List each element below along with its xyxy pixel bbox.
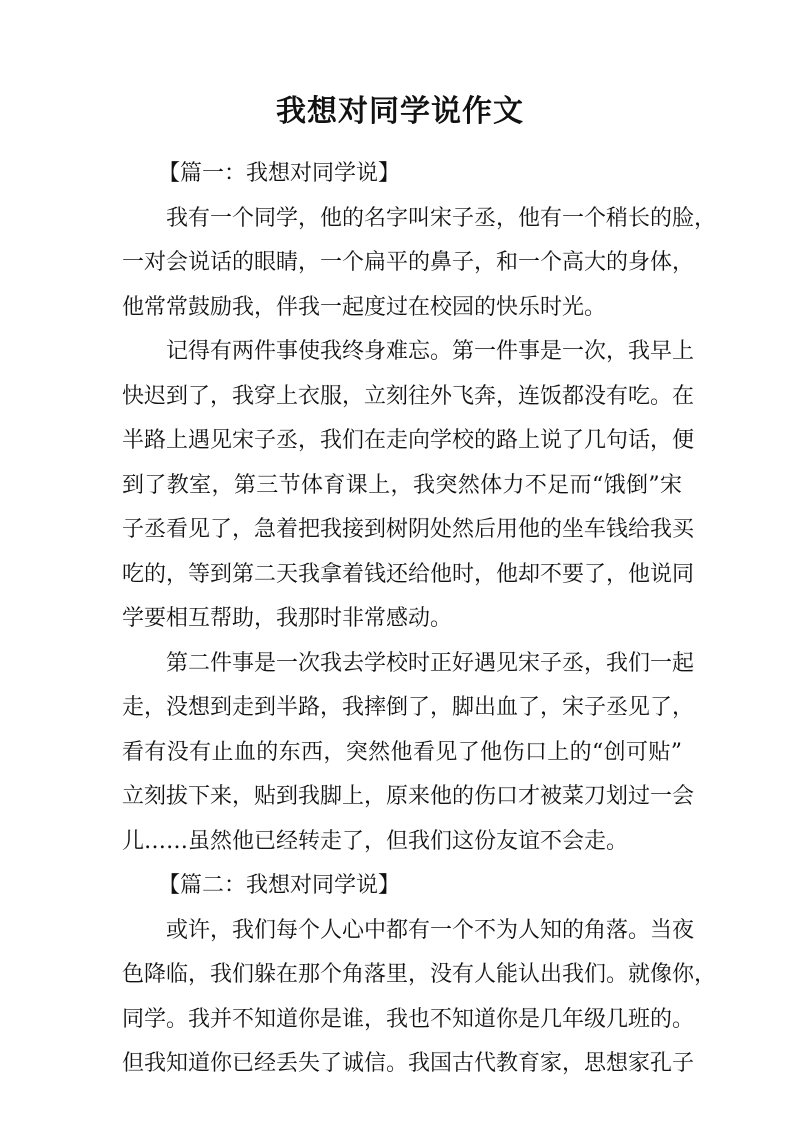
paragraph-2-line: 子丞看见了，急着把我接到树阴处然后用他的坐车钱给我买 — [122, 517, 695, 542]
section-heading-1: 【篇一：我想对同学说】 — [158, 161, 401, 186]
paragraph-1-line: 我有一个同学，他的名字叫宋子丞，他有一个稍长的脸， — [166, 205, 717, 231]
document-title: 我想对同学说作文 — [276, 94, 524, 129]
paragraph-3-line: 立刻拔下来，贴到我脚上，原来他的伤口才被菜刀划过一会 — [122, 784, 695, 809]
paragraph-4-line: 或许，我们每个人心中都有一个不为人知的角落。当夜 — [166, 917, 695, 943]
paragraph-3-line: 看有没有止血的东西，突然他看见了他伤口上的“创可贴” — [122, 739, 682, 765]
paragraph-2-line: 吃的，等到第二天我拿着钱还给他时，他却不要了，他说同 — [122, 561, 695, 587]
paragraph-2-line: 到了教室，第三节体育课上，我突然体力不足而“饿倒”宋 — [122, 472, 682, 498]
section-heading-2: 【篇二：我想对同学说】 — [158, 873, 401, 898]
paragraph-2-line: 快迟到了，我穿上衣服，立刻往外飞奔，连饭都没有吃。在 — [122, 383, 695, 409]
paragraph-4-line: 同学。我并不知道你是谁，我也不知道你是几年级几班的。 — [122, 1006, 695, 1032]
paragraph-1-line: 他常常鼓励我，伴我一起度过在校园的快乐时光。 — [122, 294, 607, 320]
paragraph-3-line: 走，没想到走到半路，我摔倒了，脚出血了，宋子丞见了， — [122, 695, 695, 720]
paragraph-3-line: 儿……虽然他已经转走了，但我们这份友谊不会走。 — [122, 828, 629, 854]
paragraph-3-line: 第二件事是一次我去学校时正好遇见宋子丞，我们一起 — [166, 650, 695, 676]
paragraph-2-line: 半路上遇见宋子丞，我们在走向学校的路上说了几句话，便 — [122, 428, 695, 453]
paragraph-2-line: 学要相互帮助，我那时非常感动。 — [122, 606, 453, 631]
paragraph-1-line: 一对会说话的眼睛，一个扁平的鼻子，和一个高大的身体， — [122, 250, 695, 275]
paragraph-4-line: 但我知道你已经丢失了诚信。我国古代教育家，思想家孔子 — [122, 1051, 695, 1076]
paragraph-2-line: 记得有两件事使我终身难忘。第一件事是一次，我早上 — [166, 339, 695, 364]
document-body — [122, 152, 717, 1087]
paragraph-4-line: 色降临，我们躲在那个角落里，没有人能认出我们。就像你， — [122, 962, 717, 987]
